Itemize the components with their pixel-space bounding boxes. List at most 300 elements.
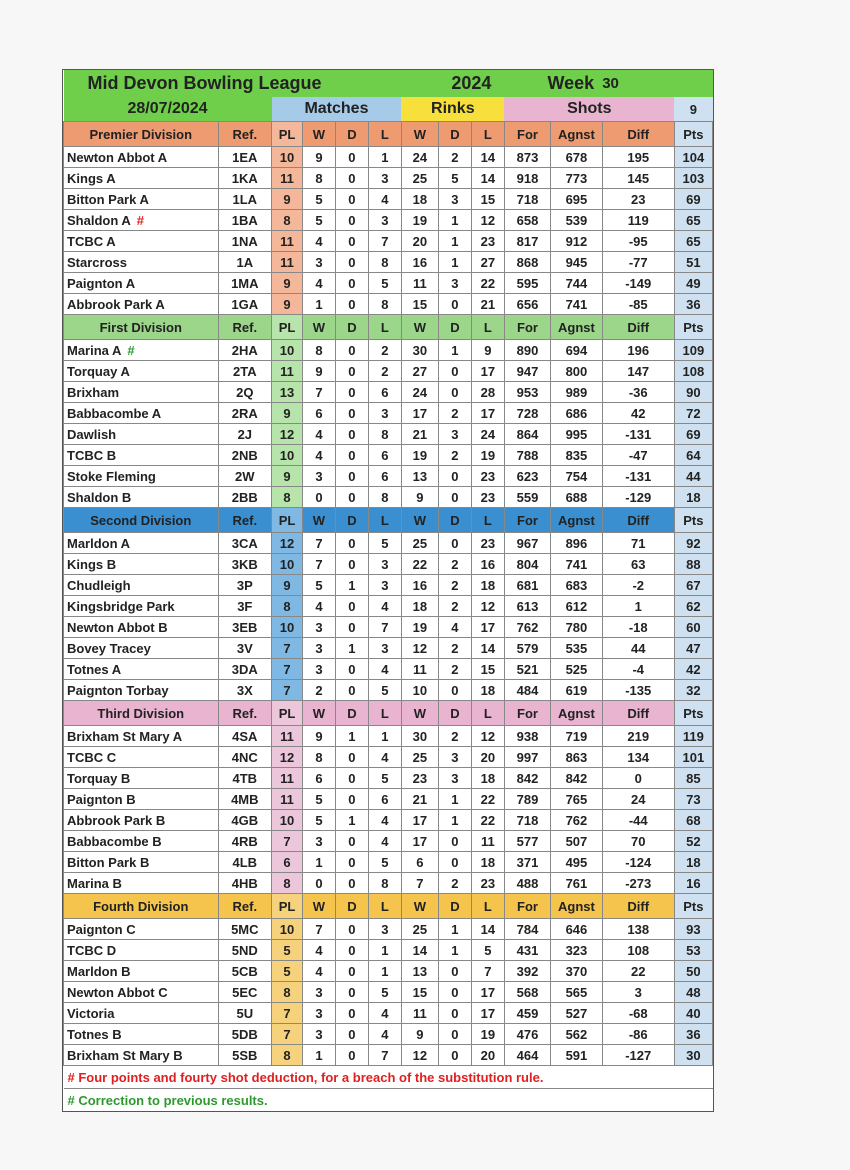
cell-pts: 18	[674, 852, 712, 873]
cell-l: 8	[368, 252, 401, 273]
report-date: 28/07/2024	[64, 97, 272, 122]
cell-rw: 19	[401, 445, 438, 466]
team-row	[64, 617, 713, 638]
cell-pl: 11	[272, 768, 303, 789]
cell-l: 7	[368, 1045, 401, 1066]
cell-ref: 1EA	[218, 147, 272, 168]
team-name: Newton Abbot B	[67, 619, 168, 635]
column-header-rw: W	[401, 701, 438, 726]
cell-ref: 3KB	[218, 554, 272, 575]
footnote-correction: # Correction to previous results.	[64, 1089, 713, 1112]
cell-pts: 109	[674, 340, 712, 361]
footnote-red-row	[64, 1066, 713, 1089]
column-header-pl: PL	[272, 894, 303, 919]
cell-agnst: 678	[551, 147, 603, 168]
cell-for: 568	[504, 982, 550, 1003]
column-header-for: For	[504, 122, 550, 147]
cell-l: 4	[368, 189, 401, 210]
cell-diff: -95	[602, 231, 674, 252]
cell-pts: 93	[674, 919, 712, 940]
cell-rd: 0	[438, 982, 471, 1003]
division-title: First Division	[64, 315, 219, 340]
column-header-w: W	[302, 894, 335, 919]
cell-for: 728	[504, 403, 550, 424]
cell-rd: 0	[438, 294, 471, 315]
cell-diff: 195	[602, 147, 674, 168]
cell-rl: 23	[471, 487, 504, 508]
team-name-cell	[64, 1024, 219, 1045]
cell-agnst: 912	[551, 231, 603, 252]
column-header-rw: W	[401, 508, 438, 533]
cell-pl: 5	[272, 940, 303, 961]
cell-pts: 40	[674, 1003, 712, 1024]
cell-l: 6	[368, 466, 401, 487]
cell-rw: 17	[401, 831, 438, 852]
rinks-group-label: Rinks	[401, 97, 504, 122]
cell-l: 4	[368, 1024, 401, 1045]
shots-group-label: Shots	[504, 97, 674, 122]
cell-for: 656	[504, 294, 550, 315]
column-header-agnst: Agnst	[551, 701, 603, 726]
cell-pl: 9	[272, 273, 303, 294]
cell-rd: 0	[438, 382, 471, 403]
cell-pl: 7	[272, 831, 303, 852]
cell-w: 1	[302, 1045, 335, 1066]
cell-rd: 0	[438, 361, 471, 382]
cell-for: 718	[504, 810, 550, 831]
cell-rw: 20	[401, 231, 438, 252]
cell-d: 0	[335, 487, 368, 508]
cell-l: 6	[368, 382, 401, 403]
cell-pl: 10	[272, 919, 303, 940]
cell-l: 3	[368, 919, 401, 940]
cell-agnst: 863	[551, 747, 603, 768]
cell-rw: 21	[401, 424, 438, 445]
cell-for: 579	[504, 638, 550, 659]
cell-pl: 9	[272, 403, 303, 424]
cell-rd: 1	[438, 810, 471, 831]
team-row	[64, 575, 713, 596]
cell-rl: 23	[471, 466, 504, 487]
cell-diff: 24	[602, 789, 674, 810]
cell-rd: 0	[438, 466, 471, 487]
cell-for: 371	[504, 852, 550, 873]
cell-pl: 12	[272, 533, 303, 554]
cell-pts: 51	[674, 252, 712, 273]
cell-rw: 11	[401, 1003, 438, 1024]
cell-rd: 0	[438, 533, 471, 554]
cell-l: 1	[368, 147, 401, 168]
cell-l: 6	[368, 789, 401, 810]
cell-pl: 7	[272, 1024, 303, 1045]
cell-diff: 196	[602, 340, 674, 361]
cell-rw: 15	[401, 294, 438, 315]
cell-pts: 60	[674, 617, 712, 638]
cell-l: 5	[368, 852, 401, 873]
cell-rl: 16	[471, 554, 504, 575]
cell-agnst: 612	[551, 596, 603, 617]
cell-rw: 12	[401, 638, 438, 659]
cell-ref: 4HB	[218, 873, 272, 894]
cell-rw: 6	[401, 852, 438, 873]
cell-rd: 1	[438, 210, 471, 231]
cell-pl: 10	[272, 617, 303, 638]
cell-pl: 11	[272, 726, 303, 747]
cell-for: 789	[504, 789, 550, 810]
column-header-w: W	[302, 315, 335, 340]
cell-for: 864	[504, 424, 550, 445]
division-title: Premier Division	[64, 122, 219, 147]
team-row	[64, 919, 713, 940]
team-name: Babbacombe B	[67, 833, 162, 849]
team-row	[64, 831, 713, 852]
cell-pl: 9	[272, 466, 303, 487]
cell-pl: 8	[272, 487, 303, 508]
team-name: Marina B	[67, 875, 122, 891]
cell-pl: 7	[272, 659, 303, 680]
cell-diff: -127	[602, 1045, 674, 1066]
cell-rw: 27	[401, 361, 438, 382]
cell-l: 7	[368, 231, 401, 252]
cell-agnst: 945	[551, 252, 603, 273]
division-header-row	[64, 508, 713, 533]
cell-agnst: 842	[551, 768, 603, 789]
cell-l: 6	[368, 445, 401, 466]
team-name: Totnes B	[67, 1026, 122, 1042]
cell-diff: -2	[602, 575, 674, 596]
cell-pl: 10	[272, 340, 303, 361]
team-name: Totnes A	[67, 661, 122, 677]
cell-rl: 14	[471, 147, 504, 168]
team-name: Dawlish	[67, 426, 117, 442]
cell-w: 4	[302, 445, 335, 466]
cell-pts: 104	[674, 147, 712, 168]
cell-d: 0	[335, 168, 368, 189]
cell-w: 5	[302, 189, 335, 210]
cell-rl: 22	[471, 789, 504, 810]
cell-rw: 19	[401, 617, 438, 638]
team-row	[64, 294, 713, 315]
team-name-cell	[64, 340, 219, 361]
cell-ref: 3X	[218, 680, 272, 701]
column-header-ref: Ref.	[218, 122, 272, 147]
column-header-l: L	[368, 315, 401, 340]
cell-pts: 64	[674, 445, 712, 466]
cell-pts: 65	[674, 231, 712, 252]
cell-l: 5	[368, 533, 401, 554]
team-name: Marina A	[67, 342, 122, 358]
team-name-cell	[64, 747, 219, 768]
cell-rl: 18	[471, 680, 504, 701]
cell-diff: 138	[602, 919, 674, 940]
cell-rw: 11	[401, 659, 438, 680]
cell-rl: 22	[471, 810, 504, 831]
cell-ref: 2BB	[218, 487, 272, 508]
cell-rw: 17	[401, 403, 438, 424]
cell-rl: 18	[471, 575, 504, 596]
cell-rd: 1	[438, 940, 471, 961]
cell-ref: 2Q	[218, 382, 272, 403]
cell-ref: 5MC	[218, 919, 272, 940]
cell-d: 0	[335, 147, 368, 168]
cell-rd: 2	[438, 638, 471, 659]
week-number: 30	[602, 70, 712, 97]
cell-rd: 3	[438, 424, 471, 445]
cell-w: 7	[302, 533, 335, 554]
cell-w: 7	[302, 382, 335, 403]
cell-rw: 17	[401, 810, 438, 831]
cell-d: 0	[335, 747, 368, 768]
cell-rl: 21	[471, 294, 504, 315]
column-header-d: D	[335, 894, 368, 919]
cell-w: 4	[302, 231, 335, 252]
cell-d: 0	[335, 1003, 368, 1024]
team-name: Kings B	[67, 556, 117, 572]
team-name-cell	[64, 403, 219, 424]
cell-rw: 24	[401, 382, 438, 403]
cell-for: 762	[504, 617, 550, 638]
cell-l: 5	[368, 768, 401, 789]
cell-pts: 53	[674, 940, 712, 961]
cell-l: 8	[368, 873, 401, 894]
team-row	[64, 231, 713, 252]
cell-for: 842	[504, 768, 550, 789]
cell-for: 997	[504, 747, 550, 768]
column-header-d: D	[335, 315, 368, 340]
cell-rl: 18	[471, 852, 504, 873]
cell-d: 1	[335, 726, 368, 747]
cell-d: 0	[335, 982, 368, 1003]
week-label: Week	[504, 70, 602, 97]
team-row	[64, 1003, 713, 1024]
cell-agnst: 761	[551, 873, 603, 894]
cell-for: 873	[504, 147, 550, 168]
cell-pts: 90	[674, 382, 712, 403]
cell-for: 577	[504, 831, 550, 852]
cell-w: 7	[302, 554, 335, 575]
cell-rw: 23	[401, 768, 438, 789]
cell-for: 431	[504, 940, 550, 961]
cell-pl: 7	[272, 638, 303, 659]
column-header-pl: PL	[272, 701, 303, 726]
cell-rl: 14	[471, 168, 504, 189]
team-name: Marldon A	[67, 535, 131, 551]
cell-agnst: 741	[551, 554, 603, 575]
column-header-rl: L	[471, 315, 504, 340]
cell-l: 1	[368, 940, 401, 961]
cell-rd: 2	[438, 147, 471, 168]
cell-diff: 134	[602, 747, 674, 768]
cell-agnst: 562	[551, 1024, 603, 1045]
cell-ref: 1GA	[218, 294, 272, 315]
cell-ref: 2J	[218, 424, 272, 445]
cell-rw: 16	[401, 252, 438, 273]
team-name: Brixham	[67, 384, 120, 400]
cell-w: 5	[302, 810, 335, 831]
cell-rl: 17	[471, 361, 504, 382]
cell-pts: 16	[674, 873, 712, 894]
column-header-l: L	[368, 122, 401, 147]
cell-d: 0	[335, 831, 368, 852]
cell-ref: 2RA	[218, 403, 272, 424]
cell-rw: 19	[401, 210, 438, 231]
cell-ref: 1A	[218, 252, 272, 273]
cell-rd: 0	[438, 487, 471, 508]
cell-diff: 219	[602, 726, 674, 747]
column-header-rd: D	[438, 122, 471, 147]
cell-ref: 3EB	[218, 617, 272, 638]
team-name-cell	[64, 210, 219, 231]
cell-w: 3	[302, 831, 335, 852]
team-row	[64, 554, 713, 575]
column-header-pts: Pts	[674, 508, 712, 533]
cell-w: 3	[302, 617, 335, 638]
cell-pl: 7	[272, 680, 303, 701]
team-row	[64, 273, 713, 294]
cell-agnst: 688	[551, 487, 603, 508]
cell-w: 4	[302, 940, 335, 961]
column-header-pl: PL	[272, 315, 303, 340]
cell-w: 2	[302, 680, 335, 701]
team-name: Marldon B	[67, 963, 131, 979]
cell-diff: 3	[602, 982, 674, 1003]
cell-for: 947	[504, 361, 550, 382]
column-header-diff: Diff	[602, 508, 674, 533]
team-row	[64, 726, 713, 747]
cell-pts: 32	[674, 680, 712, 701]
cell-pl: 10	[272, 147, 303, 168]
cell-diff: 22	[602, 961, 674, 982]
cell-w: 9	[302, 726, 335, 747]
team-name: Babbacombe A	[67, 405, 162, 421]
cell-d: 0	[335, 919, 368, 940]
team-name-cell	[64, 231, 219, 252]
team-row	[64, 982, 713, 1003]
team-name: Starcross	[67, 254, 127, 270]
footnote-green-row	[64, 1089, 713, 1112]
cell-rl: 22	[471, 273, 504, 294]
cell-agnst: 765	[551, 789, 603, 810]
cell-diff: 71	[602, 533, 674, 554]
column-header-ref: Ref.	[218, 508, 272, 533]
cell-rd: 1	[438, 919, 471, 940]
cell-pts: 92	[674, 533, 712, 554]
team-name-cell	[64, 533, 219, 554]
cell-pts: 69	[674, 424, 712, 445]
team-row	[64, 1045, 713, 1066]
cell-agnst: 527	[551, 1003, 603, 1024]
cell-l: 8	[368, 294, 401, 315]
cell-pl: 8	[272, 982, 303, 1003]
cell-rd: 3	[438, 273, 471, 294]
column-header-d: D	[335, 701, 368, 726]
team-row	[64, 1024, 713, 1045]
cell-for: 459	[504, 1003, 550, 1024]
cell-d: 0	[335, 294, 368, 315]
cell-rw: 14	[401, 940, 438, 961]
cell-pl: 11	[272, 168, 303, 189]
column-header-w: W	[302, 508, 335, 533]
cell-pl: 8	[272, 1045, 303, 1066]
cell-l: 2	[368, 361, 401, 382]
team-row	[64, 382, 713, 403]
cell-pts: 69	[674, 189, 712, 210]
cell-rw: 9	[401, 487, 438, 508]
cell-for: 595	[504, 273, 550, 294]
column-header-rw: W	[401, 894, 438, 919]
cell-l: 3	[368, 403, 401, 424]
cell-w: 5	[302, 789, 335, 810]
cell-rw: 18	[401, 596, 438, 617]
cell-w: 1	[302, 294, 335, 315]
team-name: Bitton Park B	[67, 854, 150, 870]
cell-agnst: 591	[551, 1045, 603, 1066]
team-name-cell	[64, 382, 219, 403]
cell-ref: 4NC	[218, 747, 272, 768]
cell-ref: 3V	[218, 638, 272, 659]
matches-group-label: Matches	[272, 97, 402, 122]
cell-rd: 2	[438, 659, 471, 680]
cell-pts: 52	[674, 831, 712, 852]
cell-rd: 2	[438, 554, 471, 575]
column-header-rl: L	[471, 122, 504, 147]
cell-d: 0	[335, 680, 368, 701]
cell-d: 0	[335, 617, 368, 638]
team-name: Shaldon B	[67, 489, 132, 505]
cell-agnst: 762	[551, 810, 603, 831]
column-header-rl: L	[471, 894, 504, 919]
cell-rl: 7	[471, 961, 504, 982]
column-header-w: W	[302, 122, 335, 147]
team-name-cell	[64, 487, 219, 508]
team-name: Kingsbridge Park	[67, 598, 175, 614]
cell-rw: 13	[401, 961, 438, 982]
cell-rw: 25	[401, 168, 438, 189]
column-header-ref: Ref.	[218, 894, 272, 919]
cell-rw: 30	[401, 726, 438, 747]
cell-pts: 73	[674, 789, 712, 810]
cell-rw: 10	[401, 680, 438, 701]
cell-ref: 4GB	[218, 810, 272, 831]
cell-rd: 5	[438, 168, 471, 189]
team-name-cell	[64, 596, 219, 617]
cell-d: 0	[335, 231, 368, 252]
team-name-cell	[64, 638, 219, 659]
cell-for: 788	[504, 445, 550, 466]
team-name: TCBC D	[67, 942, 117, 958]
cell-rw: 9	[401, 1024, 438, 1045]
cell-pts: 101	[674, 747, 712, 768]
cell-rd: 1	[438, 340, 471, 361]
column-header-for: For	[504, 894, 550, 919]
cell-diff: 145	[602, 168, 674, 189]
cell-pl: 10	[272, 554, 303, 575]
cell-d: 0	[335, 554, 368, 575]
cell-agnst: 754	[551, 466, 603, 487]
cell-d: 0	[335, 445, 368, 466]
cell-rl: 23	[471, 231, 504, 252]
cell-w: 4	[302, 961, 335, 982]
cell-rd: 0	[438, 1045, 471, 1066]
cell-d: 1	[335, 575, 368, 596]
cell-d: 0	[335, 403, 368, 424]
cell-rd: 2	[438, 445, 471, 466]
cell-rd: 3	[438, 768, 471, 789]
team-row	[64, 340, 713, 361]
column-header-for: For	[504, 701, 550, 726]
team-name: Brixham St Mary A	[67, 728, 183, 744]
cell-rl: 12	[471, 596, 504, 617]
